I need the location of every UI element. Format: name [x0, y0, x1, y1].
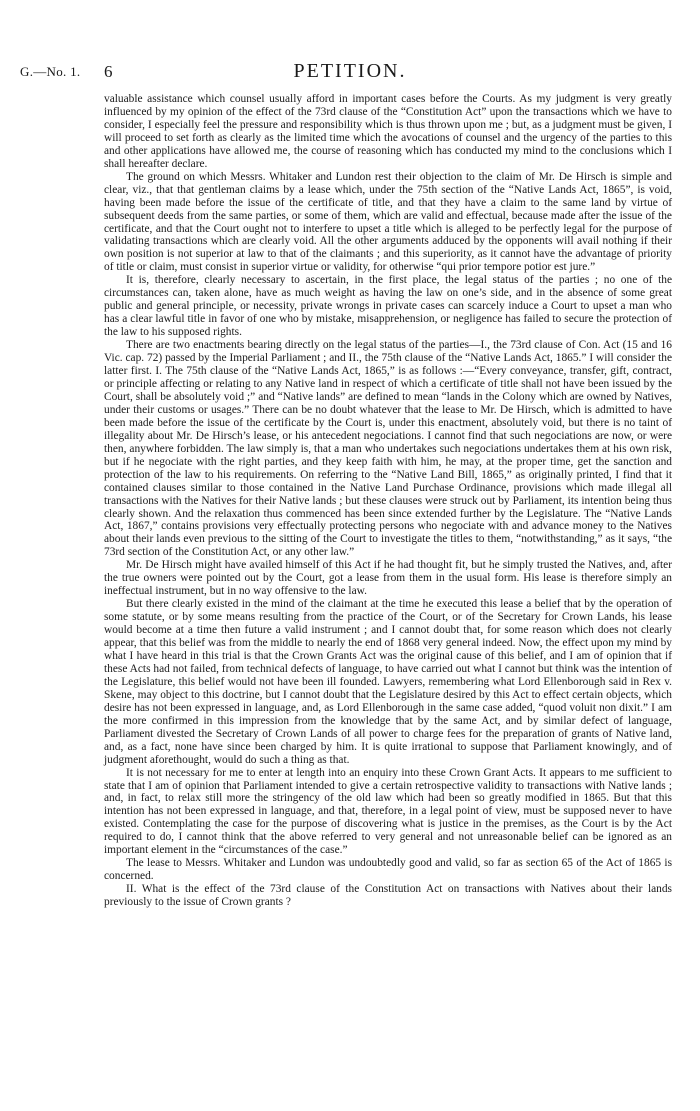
paragraph: It is, therefore, clearly necessary to ascertain, in the first place, the legal status of the parties ; no one of the circumstances can, taken alone, have as much weight as having the law on one’s side, and in the absence of some great public and general principle, or necessity, private wrongs in private cases can scarcely induce a Court to upset a man who has a clear lawful title in favor of one who by mistake, misapprehension, or negligence has failed to secure the protection of the law to his supposed rights.: [104, 274, 672, 339]
page-number: 6: [104, 62, 113, 81]
paragraph: The lease to Messrs. Whitaker and Lundon was undoubtedly good and valid, so far as section 65 of the Act of 1865 is concerned.: [104, 857, 672, 883]
paragraph: There are two enactments bearing directly on the legal status of the parties—I., the 73rd clause of Con. Act (15 and 16 Vic. cap. 72) passed by the Imperial Parliament ; and II., the 75th clause of the “Native Lands Act, 1865.” I will consider the latter first. I. The 75th clause of the “Native Lands Act, 1865,” is as follows :—“Every conveyance, transfer, gift, contract, or principle affecting or relating to any Native land in respect of which a certificate of title shall not have been issued by the Court, shall be absolutely void ;” and “Native lands” are defined to mean “lands in the Colony which are owned by Natives, under their customs or usages.” There can be no doubt whatever that the lease to Mr. De Hirsch, which is admitted to have been made before the issue of the certificate by the Court is, under this enactment, absolutely void, but there is no taint of illegality about Mr. De Hirsch’s lease, or his antecedent negociations. I cannot find that such negociations are now, or were then, anywhere forbidden. The law simply is, that a man who undertakes such negociations undertakes them at his own risk, but if he negociate with the right parties, and they keep faith with him, he may, at the proper time, get the sanction and protection of the law to his requirements. On referring to the “Native Land Bill, 1865,” as originally printed, I find that it contained clauses similar to those contained in the Native Land Purchase Ordinance, provisions which made illegal all transactions with the Natives for their Native lands ; but these clauses were struck out by Parliament, its intention being thus clearly shown. And the relaxation thus commenced has been since extended further by the Legislature. The “Native Lands Act, 1867,” contains provisions very effectually protecting persons who negociate with and advance money to the Natives about their lands even previous to the sitting of the Court to investigate the titles to them, “notwithstanding,” as it says, “the 73rd section of the Constitution Act, or any other law.”: [104, 339, 672, 559]
paragraph: II. What is the effect of the 73rd clause of the Constitution Act on transactions with Natives about their lands previously to the issue of Crown grants ?: [104, 883, 672, 909]
paragraph: But there clearly existed in the mind of the claimant at the time he executed this lease a belief that by the operation of some statute, or by some means resulting from the practice of the Court, or of the Secretary for Crown Lands, his lease would become at a time then future a valid instrument ; and I cannot doubt that, for some reason which does not clearly appear, that this belief was from the middle to nearly the end of 1868 very general indeed. Now, the effect upon my mind by what I have heard in this trial is that the Crown Grants Act was the original cause of this belief, and I am of opinion that if these Acts had not failed, from technical defects of language, to have carried out what I cannot but think was the intention of the Legislature, this belief would not have been ill founded. Lawyers, remembering what Lord Ellenborough said in Rex v. Skene, may object to this doctrine, but I cannot doubt that the Legislature desired by this Act to effect certain objects, which desire has not been expressed in language, and, as Lord Ellenborough in the same case added, “quod voluit non dixit.” I am the more confirmed in this impression from the knowledge that by the same Act, and by similar defect of language, Parliament divested the Secretary of Crown Lands of all power to charge fees for the preparation of grants of Native land, and, as a fact, none have since been charged by him. It is quite irrational to suppose that Parliament knowingly, and of judgment aforethought, would do such a thing as that.: [104, 598, 672, 766]
series-number: G.—No. 1.: [20, 64, 81, 79]
paragraph: Mr. De Hirsch might have availed himself of this Act if he had thought fit, but he simply trusted the Natives, and, after the true owners were pointed out by the Court, got a lease from them in the usual form. His lease is therefore simply an ineffectual instrument, but in no way offensive to the law.: [104, 559, 672, 598]
paragraph: It is not necessary for me to enter at length into an enquiry into these Crown Grant Acts. It appears to me sufficient to state that I am of opinion that Parliament intended to give a certain retrospective validity to transactions with Native lands ; and, in fact, to relax still more the stringency of the old law which had been so greatly modified in 1865. But that this intention has not been expressed in language, and that, therefore, in a legal point of view, must be supposed never to have existed. Contemplating the case for the purpose of discovering what is justice in the premises, as the Court is by the Act required to do, I cannot think that the above referred to very general and not unreasonable belief can be ignored as an important element in the “circumstances of the case.”: [104, 766, 672, 857]
page-title: PETITION.: [293, 60, 407, 82]
paragraph: valuable assistance which counsel usually afford in important cases before the Courts. As my judgment is very greatly influenced by my opinion of the effect of the 73rd clause of the “Constitution Act” upon the transactions which we have to consider, I especially feel the pressure and responsibility which is thus thrown upon me ; but, as a judgment must be given, I will proceed to set forth as clearly as the limited time which the avocations of counsel and the urgency of the parties to this and other applications have allowed me, the course of reasoning which has conducted my mind to the conclusions which I shall hereafter declare.: [104, 93, 672, 170]
page-header: [0, 62, 700, 86]
paragraph: The ground on which Messrs. Whitaker and Lundon rest their objection to the claim of Mr. De Hirsch is simple and clear, viz., that that gentleman claims by a lease which, under the 75th section of the “Native Lands Act, 1865”, is void, having been made before the issue of the certificate of title, and that they have a claim to the same land by virtue of subsequent deeds from the same parties, or some of them, which are valid and effectual, because made after the issue of the certificate, and that the Court ought not to interfere to upset a title which is alleged to be perfectly legal for the purpose of validating transactions which are clearly void. All the other arguments adduced by the opponents will avail nothing if their own position is not superior at law to that of the claimants ; and this superiority, as it cannot have the advantage of priority of title or claim, must consist in superior virtue or validity, for otherwise “qui prior tempore potior est jure.”: [104, 170, 672, 274]
document-body: [104, 93, 672, 909]
